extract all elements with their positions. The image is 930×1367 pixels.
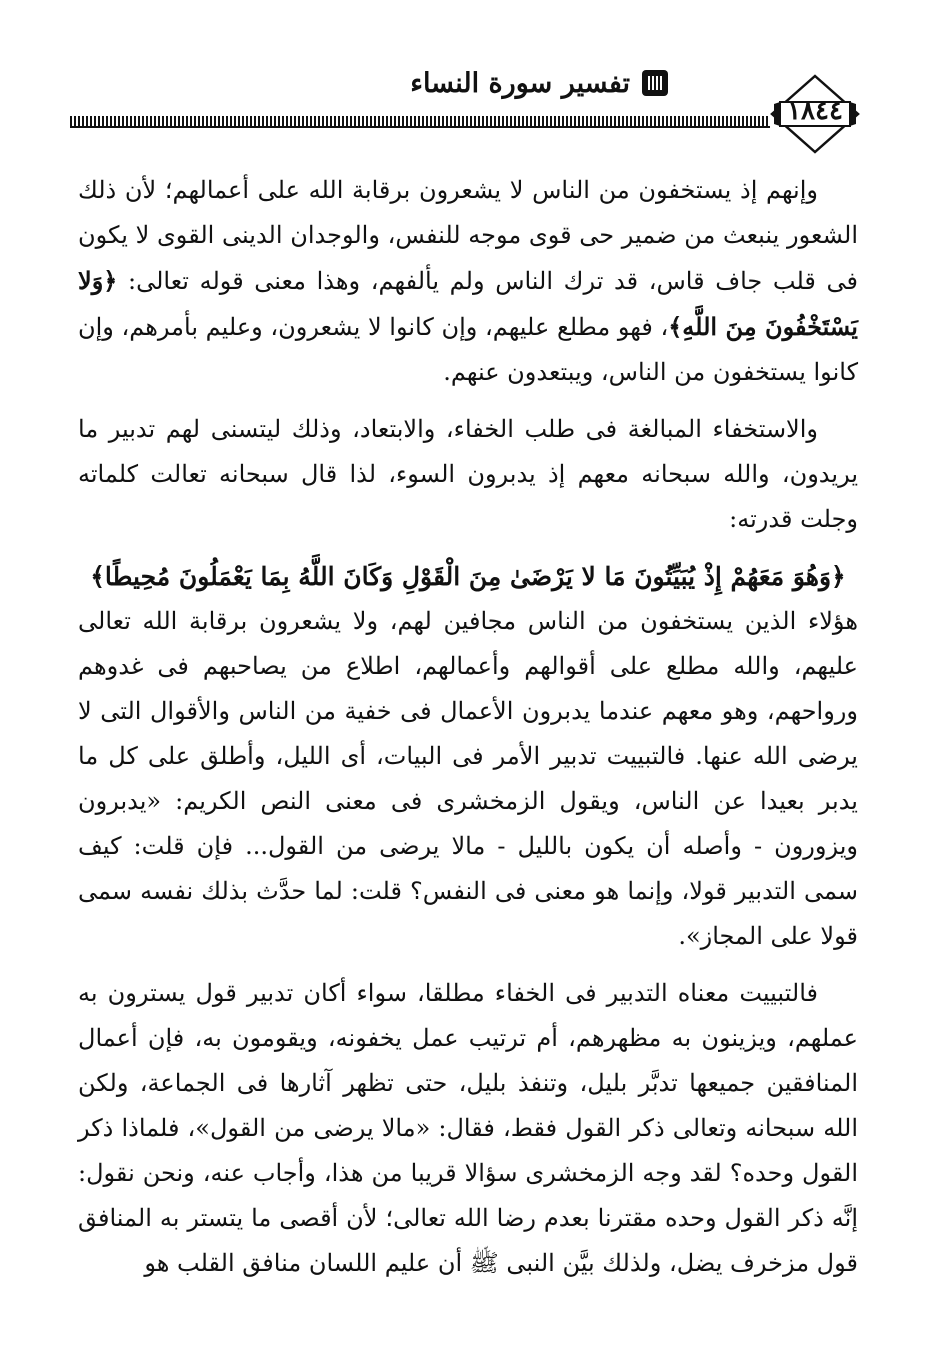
page-body <box>78 168 858 1298</box>
quran-verse: ﴿وَهُوَ مَعَهُمْ إِذْ يُبَيِّتُونَ مَا لا يَرْضَىٰ مِنَ الْقَوْلِ وَكَانَ اللَّهُ بِمَا يَعْمَلُونَ مُحِيطًا﴾ <box>90 562 846 591</box>
page-number: ١٨٤٤ <box>787 96 843 126</box>
paragraph-1-text-a: وإنهم إذ يستخفون من الناس لا يشعرون برقابة الله على أعمالهم؛ لأن ذلك الشعور ينبعث من ضمير حى قوى موجه للنفس، والوجدان الدينى القوى لا يكون فى قلب جاف قاس، قد ترك الناس ولم يألفهم، وهذا معنى قوله تعالى: <box>78 176 858 295</box>
ornament-icon <box>642 70 668 96</box>
quran-quote: ﴿وَلا يَسْتَخْفُونَ مِنَ اللَّهِ﴾ <box>78 266 858 341</box>
paragraph-4: فالتبييت معناه التدبير فى الخفاء مطلقا، سواء أكان تدبير قول يسترون به عملهم، ويزينون به مظهرهم، أم ترتيب عمل يخفونه، ويقومون به، فإن أعمال المنافقين جميعها تدبَّر بليل، وتنفذ بليل، حتى تظهر آثارها فى الجماعة، ولكن الله سبحانه وتعالى ذكر القول فقط، فقال: «مالا يرضى من القول»، فلماذا ذكر القول وحده؟ لقد وجه الزمخشرى سؤالا قريبا من هذا، وأجاب عنه، ونحن نقول: إنَّه ذكر القول وحده مقترنا بعدم رضا الله تعالى؛ لأن أقصى ما يتستر به المنافق قول مزخرف يضل، ولذلك بيَّن النبى ﷺ أن عليم اللسان منافق القلب هو <box>78 979 858 1277</box>
running-title: تفسير سورة النساء <box>410 68 630 99</box>
paragraph-1-text-b: ، فهو مطلع عليهم، وإن كانوا لا يشعرون، وعليم بأمرهم، وإن كانوا يستخفون من الناس، ويبتعدون عنهم. <box>78 313 858 386</box>
page-header <box>70 60 860 150</box>
header-rule <box>70 116 770 126</box>
paragraph-2: والاستخفاء المبالغة فى طلب الخفاء، والابتعاد، وذلك ليتسنى لهم تدبير ما يريدون، والله سبحانه معهم إذ يدبرون السوء، لذا قال سبحانه تعالت كلماته وجلت قدرته: <box>78 415 858 533</box>
paragraph-3: هؤلاء الذين يستخفون من الناس مجافين لهم، ولا يشعرون برقابة الله تعالى عليهم، والله مطلع على أقوالهم وأعمالهم، اطلاع من يصاحبهم فى غدوهم ورواحهم، وهو معهم عندما يدبرون الأعمال فى خفية من الناس والأقوال التى لا يرضى الله عنها. فالتبييت تدبير الأمر فى البيات، أى الليل، وأطلق على كل ما يدبر بعيدا عن الناس، ويقول الزمخشرى فى معنى النص الكريم: «يدبرون ويزورون - وأصله أن يكون بالليل - مالا يرضى من القول... فإن قلت: كيف سمى التدبير قولا، وإنما هو معنى فى النفس؟ قلت: لما حدَّث بذلك نفسه سمى قولا على المجاز». <box>78 607 859 950</box>
paragraph-1 <box>78 168 858 395</box>
header-rule-line <box>70 126 770 128</box>
page-number-badge <box>770 74 860 154</box>
